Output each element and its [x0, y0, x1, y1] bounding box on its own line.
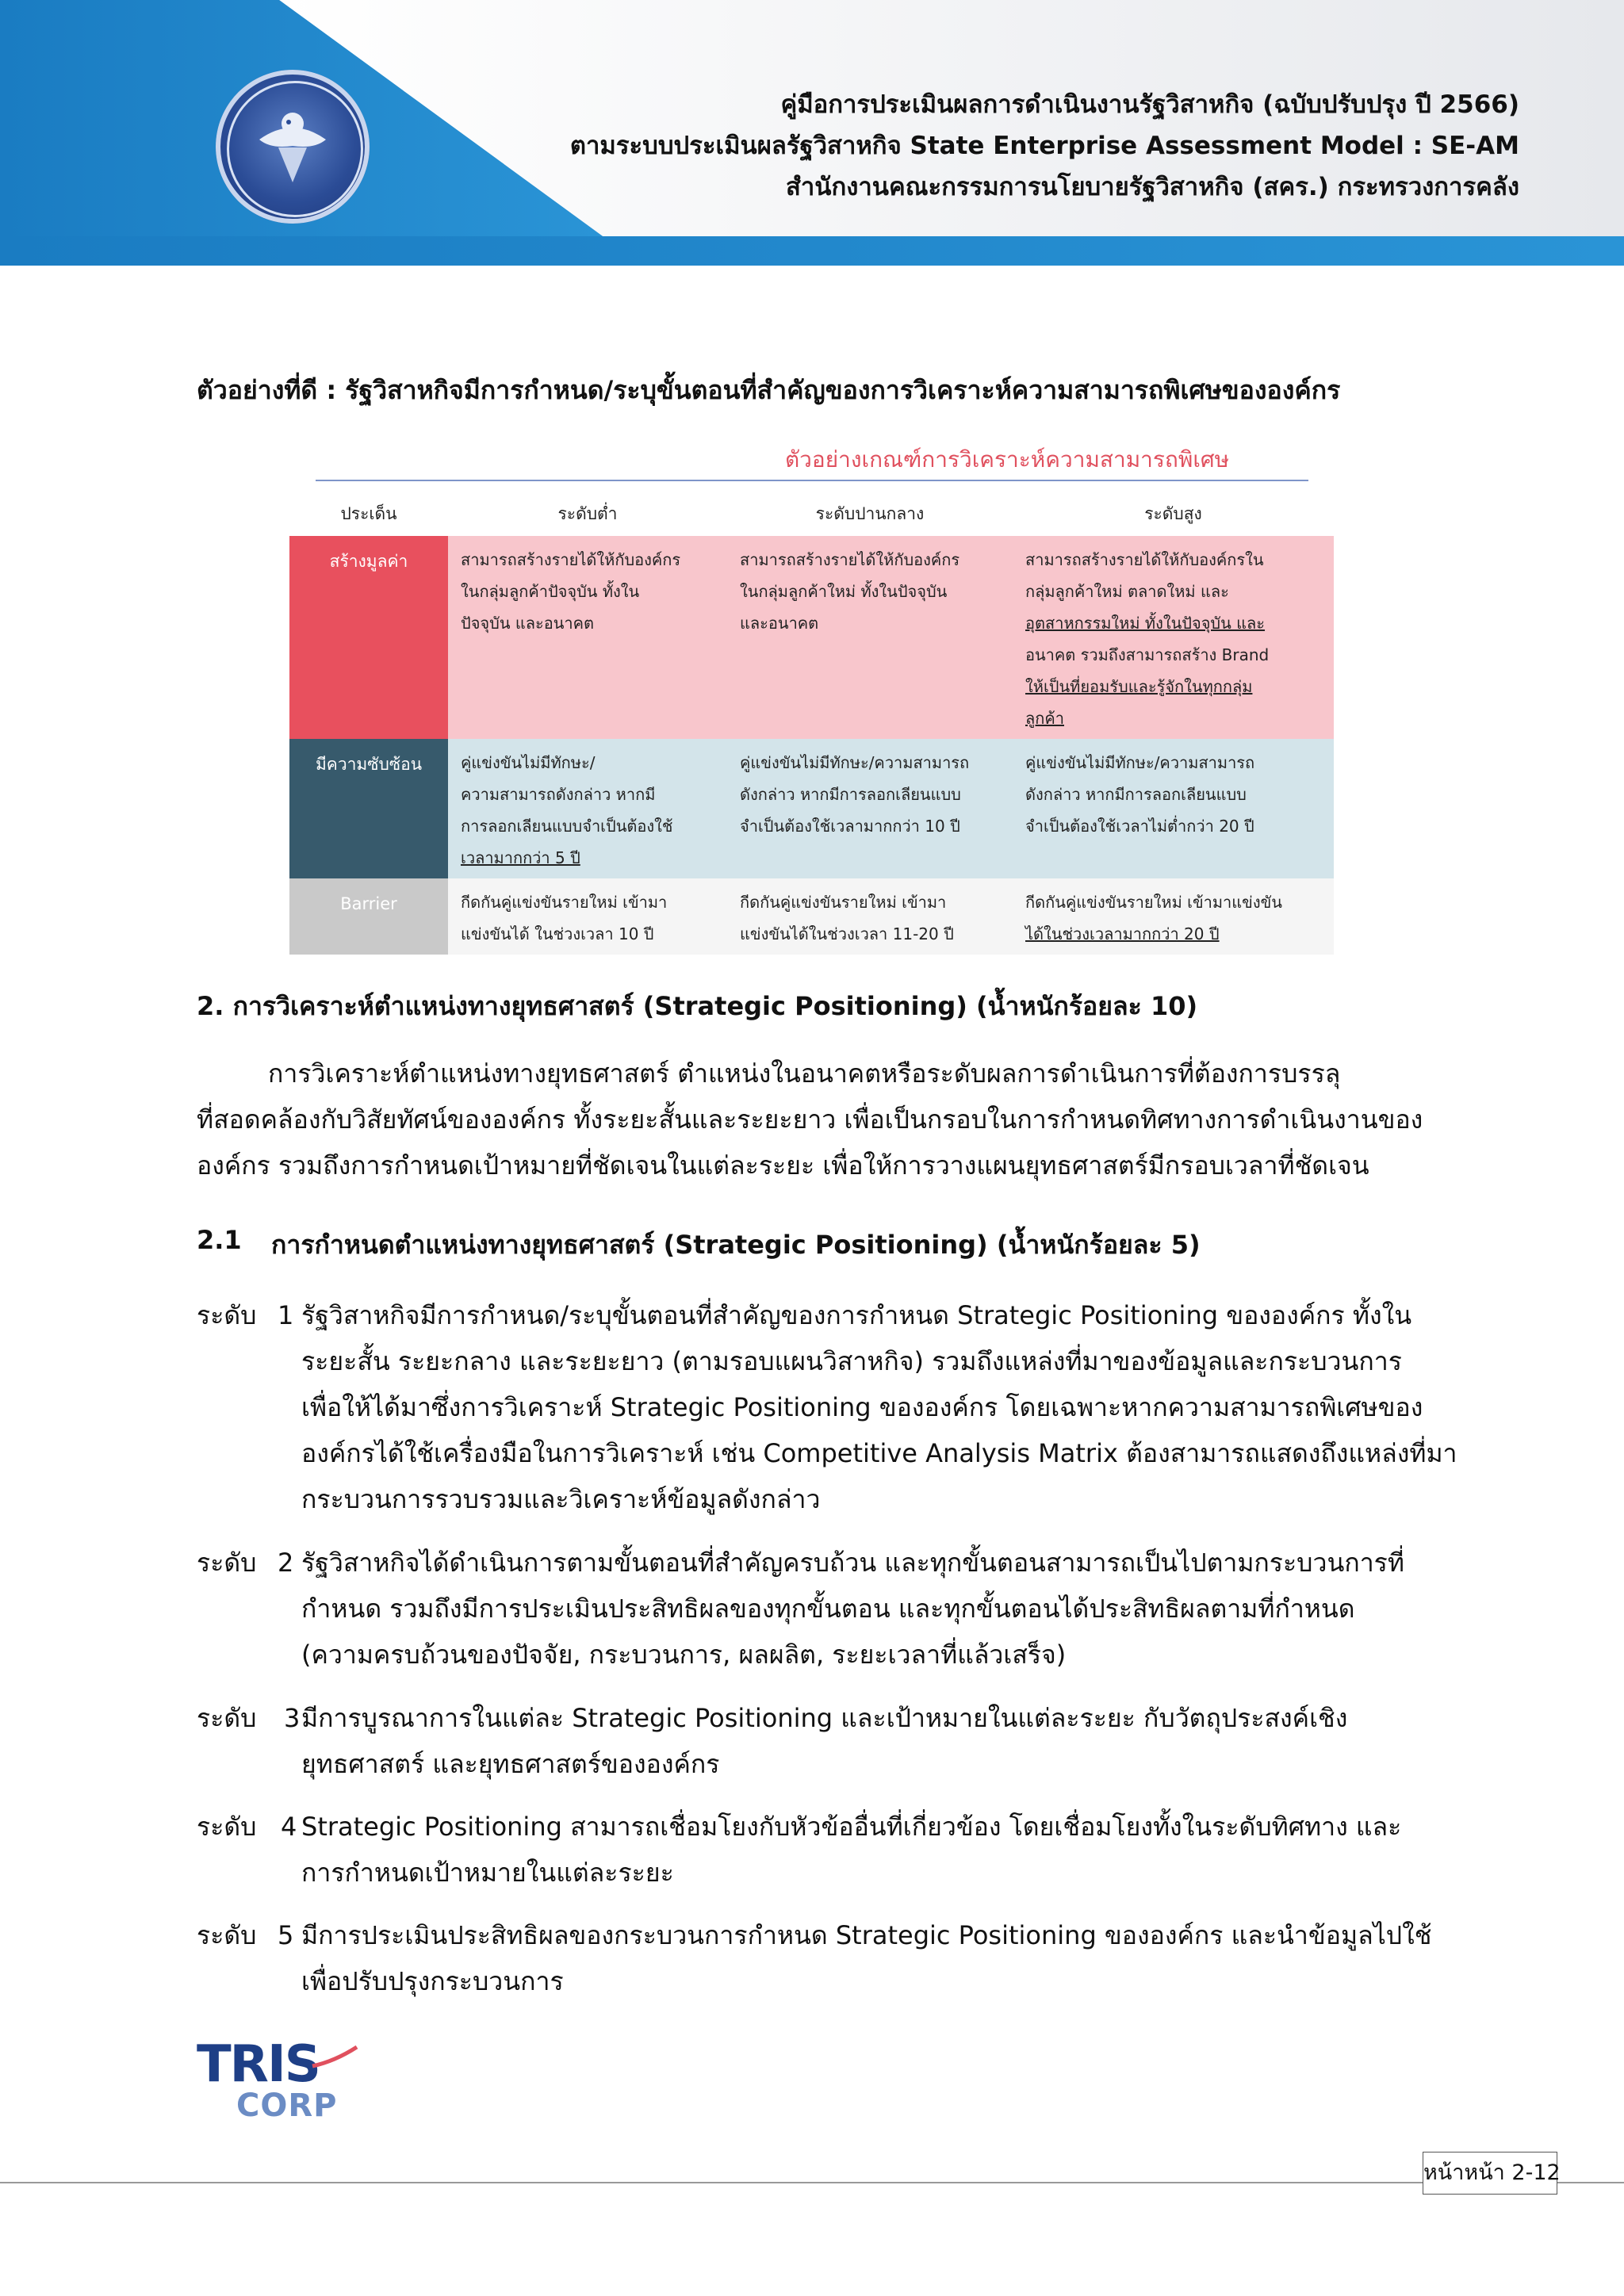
header-line-2: ตามระบบประเมินผลรัฐวิสาหกิจ State Enterprise Assessment Model : SE-AM	[569, 132, 1519, 160]
level-line: (ความครบถ้วนของปัจจัย, กระบวนการ, ผลผลิต, ระยะเวลาที่แล้วเสร็จ)	[301, 1640, 1067, 1670]
cell-line: ในกลุ่มลูกค้าปัจจุบัน ทั้งใน	[461, 582, 640, 601]
tris-corp-logo	[197, 2035, 338, 2124]
criteria-table	[289, 492, 1334, 955]
cell-line: ความสามารถดังกล่าว หากมี	[461, 785, 656, 804]
cell-line: การลอกเลียนแบบจำเป็นต้องใช้	[461, 817, 673, 836]
cell-line: ให้เป็นที่ยอมรับและรู้จักในทุกกลุ่ม	[1025, 677, 1253, 696]
header-line-1: คู่มือการประเมินผลการดำเนินงานรัฐวิสาหกิจ (ฉบับปรับปรุง ปี 2566)	[780, 90, 1519, 119]
garuda-emblem-icon	[251, 100, 334, 187]
cell-line: คู่แข่งขันไม่มีทักษะ/ความสามารถ	[740, 753, 970, 772]
paragraph-line: ที่สอดคล้องกับวิสัยทัศน์ขององค์กร ทั้งระยะสั้นและระยะยาว เพื่อเป็นกรอบในการกำหนดทิศทางการดำเนินงานของ	[197, 1104, 1423, 1135]
section-2-paragraph	[197, 1050, 1423, 1188]
level-line: มีการประเมินประสิทธิผลของกระบวนการกำหนด Strategic Positioning ขององค์กร และนำข้อมูลไปใช้	[301, 1920, 1432, 1950]
level-2	[197, 1540, 1427, 1678]
level-number: 2	[278, 1548, 294, 1578]
cell-low	[448, 739, 727, 878]
level-number: 3	[284, 1703, 301, 1733]
level-3	[197, 1695, 1427, 1787]
row-label: Barrier	[289, 878, 448, 955]
cell-line: อนาคต รวมถึงสามารถสร้าง Brand	[1025, 645, 1270, 664]
cell-line: อุตสาหกรรมใหม่ ทั้งในปัจจุบัน และ	[1025, 614, 1266, 633]
logo-swoosh-icon	[311, 2045, 358, 2069]
cell-line: กีดกันคู่แข่งขันรายใหม่ เข้ามาแข่งขัน	[1025, 893, 1282, 912]
level-line: การกำหนดเป้าหมายในแต่ละระยะ	[301, 1858, 674, 1888]
level-line: กำหนด รวมถึงมีการประเมินประสิทธิผลของทุกขั้นตอน และทุกขั้นตอนได้ประสิทธิผลตามที่กำหนด	[301, 1594, 1355, 1624]
level-label: ระดับ	[197, 1920, 257, 1950]
criteria-header-row	[289, 492, 1334, 536]
level-label: ระดับ	[197, 1300, 257, 1330]
cell-line: กีดกันคู่แข่งขันรายใหม่ เข้ามา	[740, 893, 947, 912]
cell-low	[448, 878, 727, 955]
level-line: กระบวนการรวบรวมและวิเคราะห์ข้อมูลดังกล่าว	[301, 1484, 821, 1514]
cell-line: สามารถสร้างรายได้ให้กับองค์กร	[740, 550, 960, 569]
example-heading: ตัวอย่างที่ดี : รัฐวิสาหกิจมีการกำหนด/ระบุขั้นตอนที่สำคัญของการวิเคราะห์ความสามารถพิเศษขององค์กร	[197, 375, 1341, 405]
cell-line: คู่แข่งขันไม่มีทักษะ/ความสามารถ	[1025, 753, 1255, 772]
level-line: รัฐวิสาหกิจมีการกำหนด/ระบุขั้นตอนที่สำคัญของการกำหนด Strategic Positioning ขององค์กร ทั้งใน	[301, 1300, 1412, 1330]
column-header-issue: ประเด็น	[289, 492, 448, 536]
footer-rule	[0, 2182, 1624, 2183]
section-2-1-heading: การกำหนดตำแหน่งทางยุทธศาสตร์ (Strategic Positioning) (น้ำหนักร้อยละ 5)	[271, 1230, 1201, 1260]
level-number: 4	[281, 1812, 297, 1842]
cell-low	[448, 536, 727, 739]
cell-line: ดังกล่าว หากมีการลอกเลียนแบบ	[740, 785, 961, 804]
cell-line: ดังกล่าว หากมีการลอกเลียนแบบ	[1025, 785, 1247, 804]
cell-line: ปัจจุบัน และอนาคต	[461, 614, 595, 633]
cell-high	[1013, 536, 1334, 739]
criteria-figure-title: ตัวอย่างเกณฑ์การวิเคราะห์ความสามารถพิเศษ	[785, 446, 1230, 473]
level-line: ระยะสั้น ระยะกลาง และระยะยาว (ตามรอบแผนวิสาหกิจ) รวมถึงแหล่งที่มาของข้อมูลและกระบวนการ	[301, 1346, 1402, 1376]
level-line: รัฐวิสาหกิจได้ดำเนินการตามขั้นตอนที่สำคัญครบถ้วน และทุกขั้นตอนสามารถเป็นไปตามกระบวนการที่	[301, 1548, 1404, 1578]
level-line: เพื่อให้ได้มาซึ่งการวิเคราะห์ Strategic Positioning ขององค์กร โดยเฉพาะหากความสามารถพิเศษของ	[301, 1392, 1423, 1422]
criteria-row-complexity	[289, 739, 1334, 878]
level-line: เพื่อปรับปรุงกระบวนการ	[301, 1966, 564, 1996]
level-line: องค์กรได้ใช้เครื่องมือในการวิเคราะห์ เช่น Competitive Analysis Matrix ต้องสามารถแสดงถึงแหล่งที่มา	[301, 1438, 1457, 1468]
cell-line: สามารถสร้างรายได้ให้กับองค์กร	[461, 550, 681, 569]
organization-seal	[216, 70, 370, 224]
logo-bottom-text: CORP	[236, 2087, 338, 2124]
section-2-heading: 2. การวิเคราะห์ตำแหน่งทางยุทธศาสตร์ (Strategic Positioning) (น้ำหนักร้อยละ 10)	[197, 991, 1198, 1021]
cell-mid	[727, 536, 1013, 739]
cell-line: และอนาคต	[740, 614, 819, 633]
cell-high	[1013, 739, 1334, 878]
level-label: ระดับ	[197, 1548, 257, 1578]
cell-line: แข่งขันได้ ในช่วงเวลา 10 ปี	[461, 924, 654, 943]
cell-line: กีดกันคู่แข่งขันรายใหม่ เข้ามา	[461, 893, 668, 912]
cell-line: แข่งขันได้ในช่วงเวลา 11-20 ปี	[740, 924, 954, 943]
cell-line: จำเป็นต้องใช้เวลาไม่ต่ำกว่า 20 ปี	[1025, 817, 1254, 836]
cell-mid	[727, 878, 1013, 955]
paragraph-line: การวิเคราะห์ตำแหน่งทางยุทธศาสตร์ ตำแหน่งในอนาคตหรือระดับผลการดำเนินการที่ต้องการบรรลุ	[268, 1058, 1341, 1089]
level-4	[197, 1804, 1427, 1896]
level-1	[197, 1292, 1457, 1522]
level-line: Strategic Positioning สามารถเชื่อมโยงกับหัวข้ออื่นที่เกี่ยวข้อง โดยเชื่อมโยงทั้งในระดับทิศทาง และ	[301, 1812, 1402, 1842]
level-number: 1	[278, 1300, 294, 1330]
row-label: มีความซับซ้อน	[289, 739, 448, 878]
cell-line: คู่แข่งขันไม่มีทักษะ/	[461, 753, 596, 772]
row-label: สร้างมูลค่า	[289, 536, 448, 739]
cell-line: จำเป็นต้องใช้เวลามากกว่า 10 ปี	[740, 817, 960, 836]
level-number: 5	[278, 1920, 294, 1950]
level-line: ยุทธศาสตร์ และยุทธศาสตร์ขององค์กร	[301, 1749, 720, 1779]
cell-mid	[727, 739, 1013, 878]
header-line-3: สำนักงานคณะกรรมการนโยบายรัฐวิสาหกิจ (สคร.) กระทรวงการคลัง	[785, 173, 1519, 201]
section-2-1-number: 2.1	[197, 1225, 242, 1255]
page-header	[0, 0, 1624, 266]
level-line: มีการบูรณาการในแต่ละ Strategic Positioning และเป้าหมายในแต่ละระยะ กับวัตถุประสงค์เชิง	[301, 1703, 1348, 1733]
logo-top-text: TRIS	[197, 2035, 320, 2094]
cell-line: สามารถสร้างรายได้ให้กับองค์กรใน	[1025, 550, 1264, 569]
paragraph-line: องค์กร รวมถึงการกำหนดเป้าหมายที่ชัดเจนในแต่ละระยะ เพื่อให้การวางแผนยุทธศาสตร์มีกรอบเวลาที่ชัดเจน	[197, 1150, 1369, 1181]
cell-high	[1013, 878, 1334, 955]
criteria-row-barrier	[289, 878, 1334, 955]
cell-line: ลูกค้า	[1025, 709, 1064, 728]
criteria-row-value-creation	[289, 536, 1334, 739]
column-header-low: ระดับต่ำ	[448, 492, 727, 536]
column-header-mid: ระดับปานกลาง	[727, 492, 1013, 536]
page-number: หน้าหน้า 2-12	[1423, 2152, 1557, 2195]
level-5	[197, 1912, 1432, 2004]
cell-line: เวลามากกว่า 5 ปี	[461, 848, 580, 867]
cell-line: ในกลุ่มลูกค้าใหม่ ทั้งในปัจจุบัน	[740, 582, 948, 601]
figure-rule	[316, 480, 1308, 481]
column-header-high: ระดับสูง	[1013, 492, 1334, 536]
cell-line: กลุ่มลูกค้าใหม่ ตลาดใหม่ และ	[1025, 582, 1229, 601]
level-label: ระดับ	[197, 1703, 257, 1733]
cell-line: ได้ในช่วงเวลามากกว่า 20 ปี	[1025, 924, 1220, 943]
level-label: ระดับ	[197, 1812, 257, 1842]
